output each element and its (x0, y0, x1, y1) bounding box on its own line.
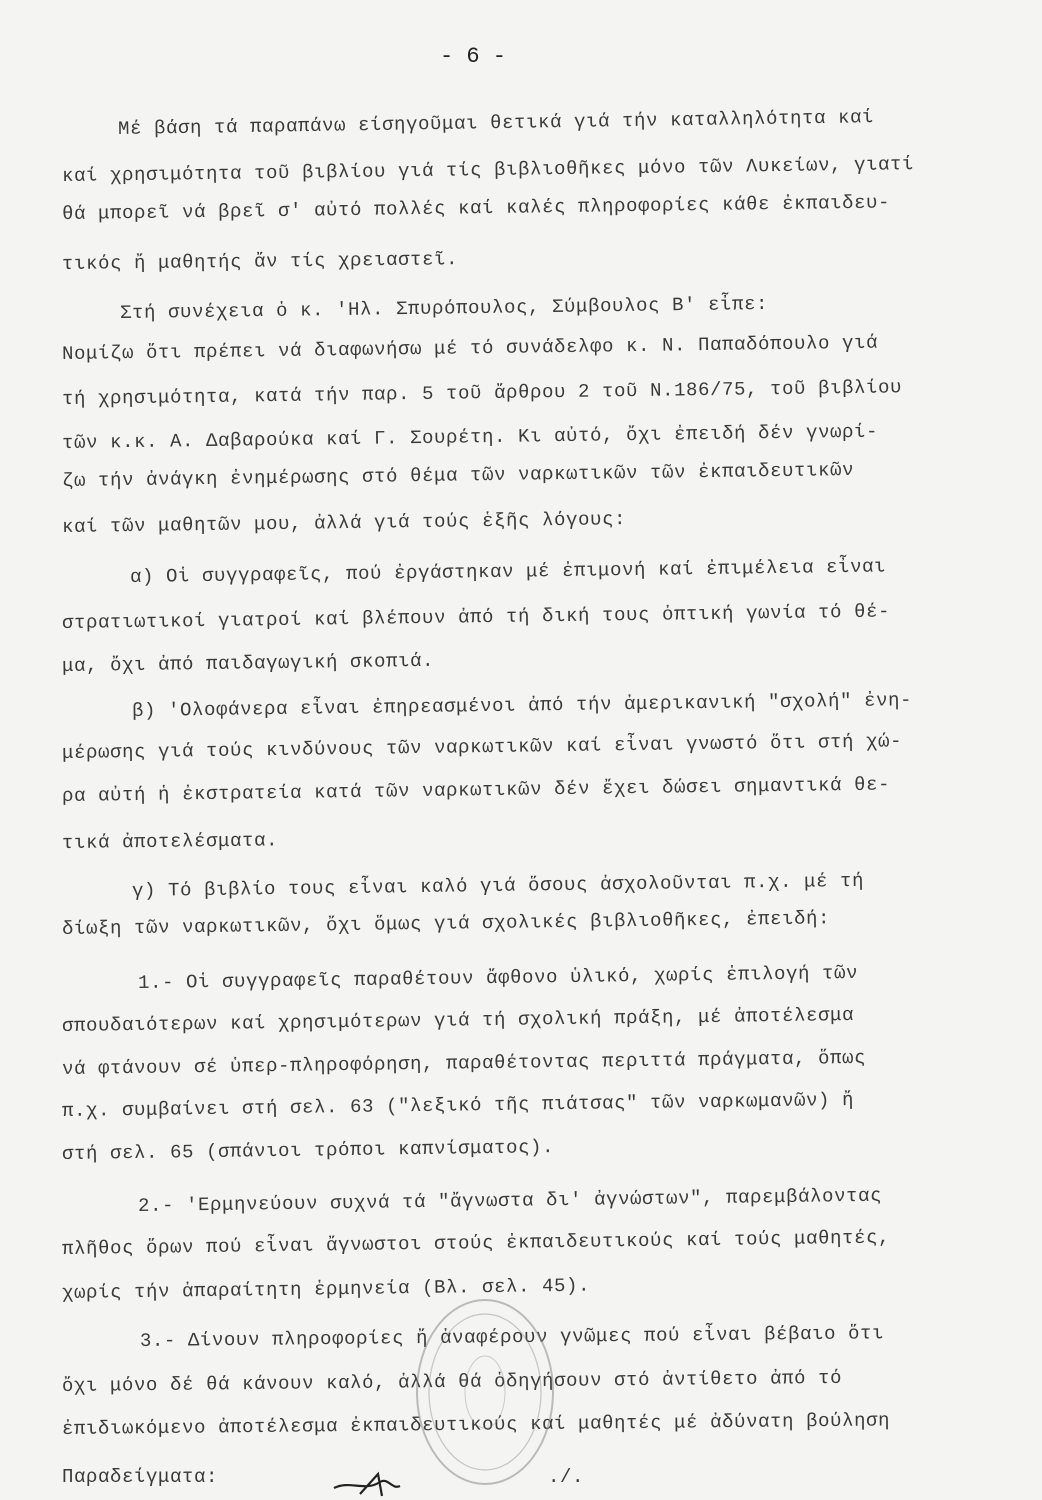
text-line: γ) Τό βιβλίο τους εἶναι καλό γιά ὅσους ἀσχολοῦνται π.χ. μέ τή (131, 869, 865, 902)
text-line: στή σελ. 65 (σπάνιοι τρόποι καπνίσματος). (61, 1136, 555, 1165)
text-line: ζω τήν ἀνάγκη ἐνημέρωσης στό θέμα τῶν ναρκωτικῶν τῶν ἐκπαιδευτικῶν (61, 458, 855, 492)
text-line: τικά ἀποτελέσματα. (61, 829, 279, 854)
text-line: τικός ἤ μαθητής ἄν τίς χρειαστεῖ. (61, 248, 459, 275)
text-line: μέρωσης γιά τούς κινδύνους τῶν ναρκωτικῶν καί εἶναι γνωστό ὅτι στή χώ- (61, 730, 903, 764)
text-line: α) Οἱ συγγραφεῖς, πού ἐργάστηκαν μέ ἐπιμονή καί ἐπιμέλεια εἶναι (129, 555, 887, 588)
text-line: θά μπορεῖ νά βρεῖ σ' αὐτό πολλές καί καλές πληροφορίες κάθε ἐκπαιδευ- (61, 191, 891, 225)
page-number: - 6 - (440, 44, 507, 69)
text-line: Μέ βάση τά παραπάνω είσηγοῦμαι θετικά γιά τήν καταλληλότητα καί (117, 106, 875, 140)
text-line: χωρίς τήν ἀπαραίτητη ἑρμηνεία (Βλ. σελ. 45). (61, 1274, 591, 1304)
text-line: μα, ὄχι ἀπό παιδαγωγική σκοπιά. (61, 649, 435, 677)
text-line: Νομίζω ὅτι πρέπει νά διαφωνήσω μέ τό συνάδελφο κ. Ν. Παπαδόπουλο γιά (61, 331, 879, 365)
text-line: σπουδαιότερων καί χρησιμότερων γιά τή σχολική πράξη, μέ ἀποτέλεσμα (61, 1003, 855, 1037)
text-line: στρατιωτικοί γιατροί καί βλέπουν ἀπό τή δική τους ὀπτική γωνία τό θέ- (61, 600, 891, 634)
text-line: νά φτάνουν σέ ὑπερ-πληροφόρηση, παραθέτοντας περιττά πράγματα, ὅπως (61, 1046, 867, 1080)
text-line: ὄχι μόνο δέ θά κάνουν καλό, ἀλλά θά ὁδηγήσουν στό ἀντίθετο ἀπό τό (61, 1366, 843, 1397)
text-line: 3.- Δίνουν πληροφορίες ἤ ἀναφέρουν γνῶμες πού εἶναι βέβαιο ὅτι (139, 1322, 885, 1352)
text-line: δίωξη τῶν ναρκωτικῶν, ὄχι ὅμως γιά σχολικές βιβλιοθῆκες, ἐπειδή: (61, 907, 831, 940)
continuation-mark: ./. (548, 1466, 585, 1488)
text-line: ἐπιδιωκόμενο ἀποτέλεσμα ἐκπαιδευτικούς καί μαθητές μέ ἀδύνατη βούληση (61, 1409, 891, 1440)
text-line: τή χρησιμότητα, κατά τήν παρ. 5 τοῦ ἄρθρου 2 τοῦ Ν.186/75, τοῦ βιβλίου (61, 376, 903, 410)
text-line: τῶν κ.κ. Α. Δαβαρούκα καί Γ. Σουρέτη. Κι αὐτό, ὄχι ἐπειδή δέν γνωρί- (61, 420, 879, 454)
text-line: β) 'Ολοφάνερα εἶναι ἐπηρεασμένοι ἀπό τήν ἀμερικανική "σχολή" ἐνη- (131, 689, 913, 722)
text-line: Στή συνέχεια ὁ κ. 'Ηλ. Σπυρόπουλος, Σύμβουλος Β' εἶπε: (119, 292, 769, 324)
text-line: 1.- Οἱ συγγραφεῖς παραθέτουν ἄφθονο ὑλικό, χωρίς ἐπιλογή τῶν (137, 961, 859, 994)
examples-label: Παραδείγματα: (62, 1466, 219, 1488)
signature-icon (330, 1468, 420, 1500)
text-line: πλῆθος ὅρων πού εἶναι ἄγνωστοι στούς ἐκπαιδευτικούς καί τούς μαθητές, (61, 1226, 891, 1260)
text-line: 2.- 'Ερμηνεύουν συχνά τά "ἄγνωστα δι' ἀγνώστων", παρεμβάλοντας (137, 1184, 883, 1217)
text-line: καί τῶν μαθητῶν μου, ἀλλά γιά τούς ἑξῆς λόγους: (61, 508, 627, 538)
text-line: ρα αὐτή ἡ ἐκστρατεία κατά τῶν ναρκωτικῶν δέν ἔχει δώσει σημαντικά θε- (61, 773, 891, 807)
text-line: π.χ. συμβαίνει στή σελ. 63 ("λεξικό τῆς πιάτσας" τῶν ναρκωμανῶν) ἤ (61, 1088, 855, 1122)
official-stamp-icon (410, 1292, 560, 1492)
text-line: καί χρησιμότητα τοῦ βιβλίου γιά τίς βιβλιοθῆκες μόνο τῶν Λυκείων, γιατί (61, 153, 915, 187)
